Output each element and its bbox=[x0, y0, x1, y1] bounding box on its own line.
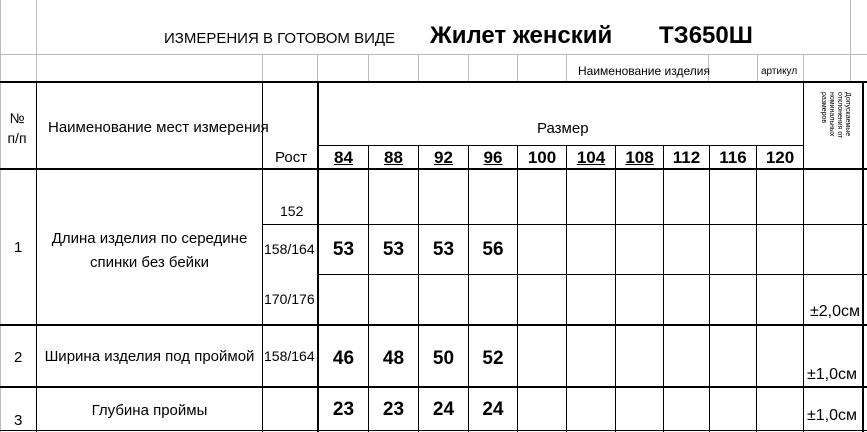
row-height-170-176: 170/176 bbox=[264, 291, 315, 307]
value-cell: 24 bbox=[432, 399, 455, 420]
value-cell: 53 bbox=[382, 239, 405, 260]
product-name: Жилет женский bbox=[430, 22, 613, 49]
value-cell: 24 bbox=[482, 399, 504, 420]
product-name-label: Наименование изделия bbox=[578, 64, 710, 78]
row-tolerance: ±1,0см bbox=[807, 366, 858, 383]
value-cell: 46 bbox=[332, 348, 355, 369]
column-place-header: Наименование мест измерения bbox=[48, 119, 269, 136]
row-height-158-164: 158/164 bbox=[264, 241, 315, 257]
size-112: 112 bbox=[672, 148, 701, 167]
row-number: 1 bbox=[14, 239, 23, 256]
size-96: 96 bbox=[483, 148, 503, 167]
column-size-header: Размер bbox=[537, 120, 589, 137]
size-108: 108 bbox=[625, 148, 654, 167]
size-116: 116 bbox=[719, 148, 747, 167]
column-num-header bbox=[4, 108, 30, 148]
row-tolerance: ±2,0см bbox=[810, 303, 861, 320]
column-height-header: Рост bbox=[275, 149, 308, 166]
value-cell: 50 bbox=[432, 348, 455, 369]
value-cell: 23 bbox=[382, 399, 405, 420]
row-measure-name: Ширина изделия под проймой bbox=[44, 348, 255, 365]
size-104: 104 bbox=[576, 148, 606, 167]
row-measure-name-line2: спинки без бейки bbox=[90, 254, 209, 271]
article-label: артикул bbox=[761, 66, 798, 77]
row-height-152: 152 bbox=[280, 203, 304, 219]
value-cell: 53 bbox=[432, 239, 455, 260]
row-measure-name-line1: Длина изделия по середине bbox=[51, 230, 248, 247]
size-120: 120 bbox=[765, 148, 795, 167]
measurements-title: ИЗМЕРЕНИЯ В ГОТОВОМ ВИДЕ bbox=[164, 30, 396, 47]
column-tolerance-header bbox=[805, 84, 861, 166]
row-number: 2 bbox=[14, 349, 23, 366]
row-measure-name bbox=[37, 227, 262, 275]
size-92: 92 bbox=[434, 148, 453, 167]
article-code: ТЗ650Ш bbox=[659, 22, 753, 49]
size-88: 88 bbox=[384, 148, 403, 167]
value-cell: 56 bbox=[482, 239, 504, 260]
size-84: 84 bbox=[334, 148, 353, 167]
row-tolerance: ±1,0см bbox=[807, 407, 858, 424]
column-num-line2: п/п bbox=[7, 130, 27, 146]
row-measure-name: Глубина проймы bbox=[91, 402, 208, 419]
value-cell: 23 bbox=[332, 399, 355, 420]
row-height-158-164: 158/164 bbox=[264, 348, 315, 364]
row-number: 3 bbox=[14, 412, 23, 429]
value-cell: 53 bbox=[332, 239, 355, 260]
value-cell: 48 bbox=[382, 348, 405, 369]
value-cell: 52 bbox=[482, 348, 504, 369]
column-num-line1: № bbox=[9, 110, 25, 126]
tolerance-header-text: Допускаемые отклонения от номинальных размеров bbox=[820, 92, 851, 139]
size-100: 100 bbox=[527, 148, 557, 167]
